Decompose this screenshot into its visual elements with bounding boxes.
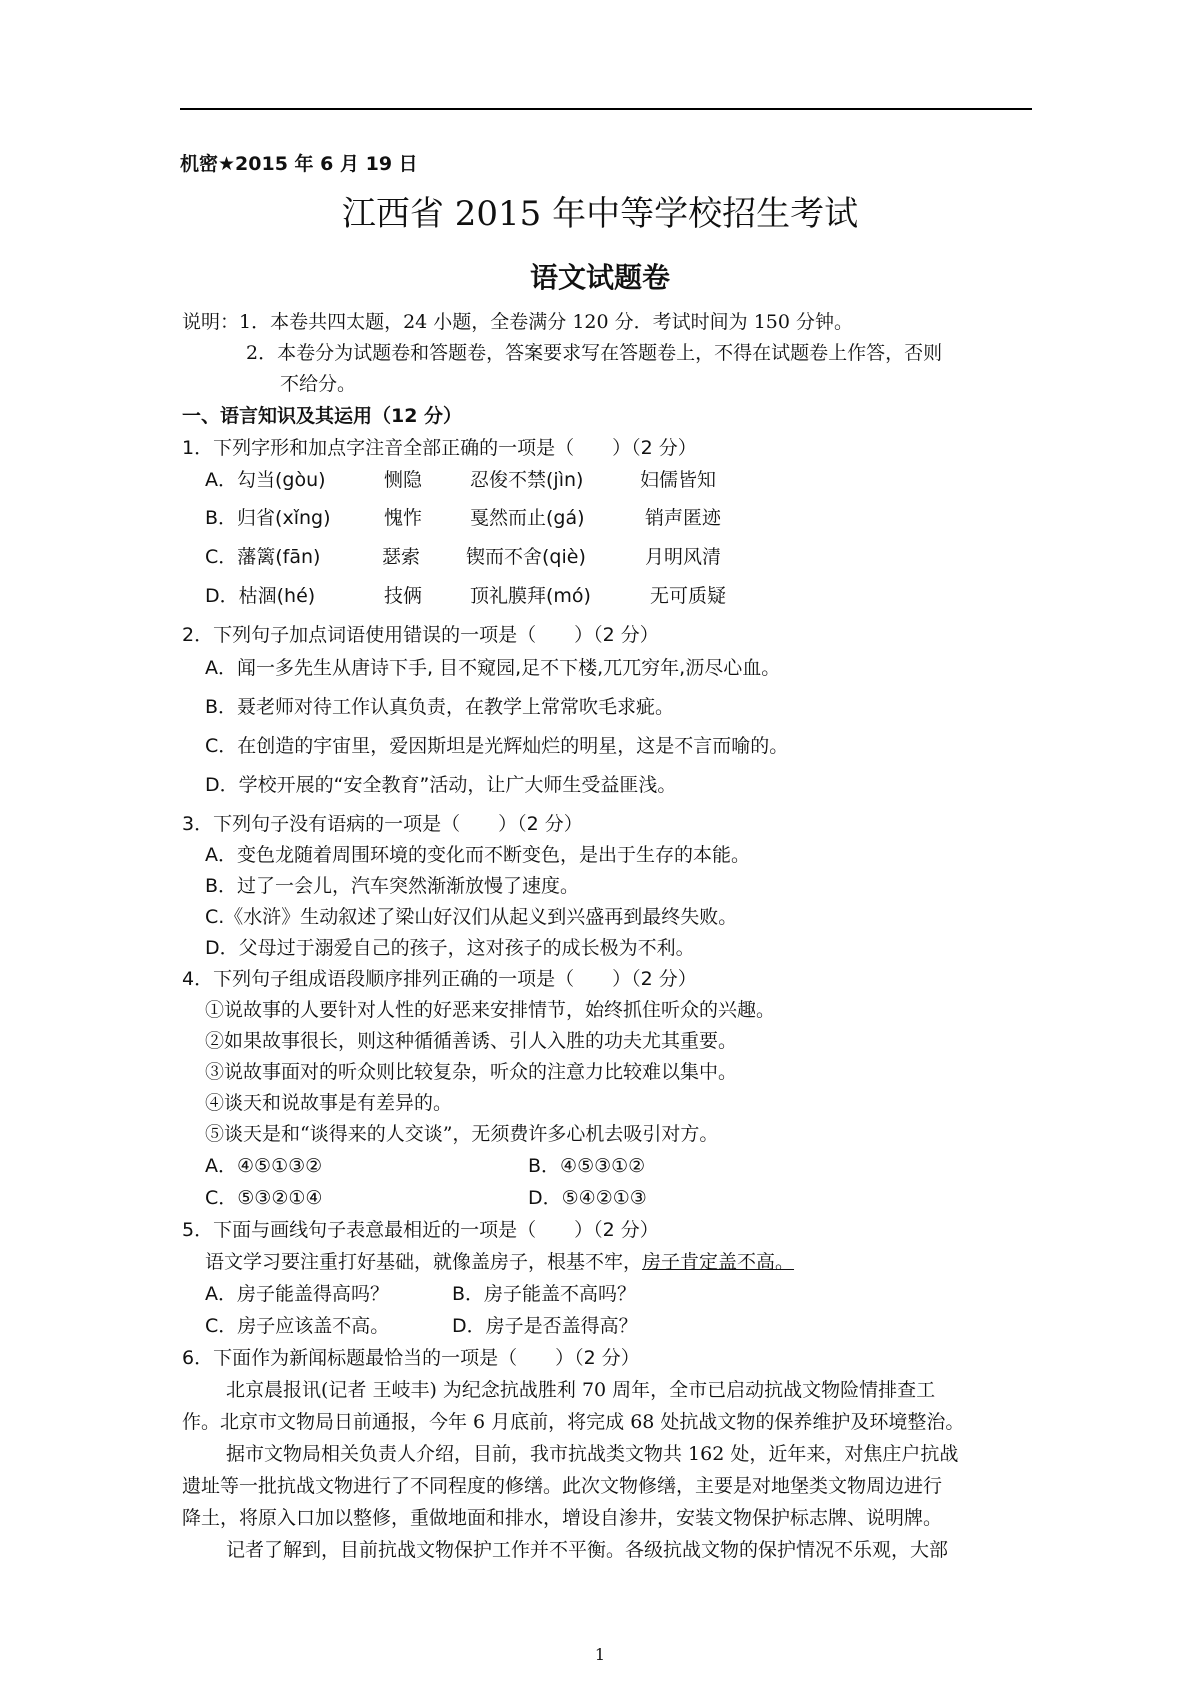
option-cell: 妇儒皆知: [640, 469, 717, 491]
news-paragraph-line: 作。北京市文物局日前通报，今年 6 月底前，将完成 68 处抗战文物的保养维护及环境整治。: [182, 1411, 965, 1433]
option-cell: 锲而不舍(qiè): [466, 546, 586, 568]
sentence-line: ②如果故事很长，则这种循循善诱、引人入胜的功夫尤其重要。: [205, 1030, 738, 1052]
option-line: C．在创造的宇宙里，爱因斯坦是光辉灿烂的明星，这是不言而喻的。: [205, 735, 789, 757]
option-line: B．聂老师对待工作认真负责，在教学上常常吹毛求疵。: [205, 696, 675, 718]
sentence-line: ④谈天和说故事是有差异的。: [205, 1092, 453, 1114]
option-cell: D．⑤④②①③: [528, 1187, 647, 1209]
option-cell: C．⑤③②①④: [205, 1187, 323, 1209]
question-stem: 1．下列字形和加点字注音全部正确的一项是（ ）（2 分）: [182, 437, 697, 459]
option-cell: 恻隐: [384, 469, 423, 491]
underlined-sentence: 房子肯定盖不高。: [642, 1251, 795, 1273]
option-line: D．父母过于溺爱自己的孩子，这对孩子的成长极为不利。: [205, 937, 695, 959]
instruction-line: 不给分。: [280, 373, 357, 395]
option-line: A．闻一多先生从唐诗下手, 目不窥园,足不下楼,兀兀穷年,沥尽心血。: [205, 657, 781, 679]
quoted-sentence: [205, 1250, 794, 1274]
sentence-line: ①说故事的人要针对人性的好恶来安排情节，始终抓住听众的兴趣。: [205, 999, 776, 1021]
option-cell: 技俩: [384, 585, 423, 607]
instruction-line: 说明：1．本卷共四太题，24 小题，全卷满分 120 分．考试时间为 150 分钟。: [182, 311, 853, 333]
option-cell: 忍俊不禁(jìn): [470, 469, 584, 491]
option-cell: D．枯涸(hé): [205, 585, 316, 607]
option-cell: 销声匿迹: [645, 507, 722, 529]
question-stem: 4．下列句子组成语段顺序排列正确的一项是（ ）（2 分）: [182, 968, 697, 990]
option-cell: A．④⑤①③②: [205, 1155, 323, 1177]
option-cell: C．藩篱(fān): [205, 546, 321, 568]
option-cell: B．房子能盖不高吗？: [452, 1283, 637, 1305]
option-cell: 顶礼膜拜(mó): [470, 585, 591, 607]
question-stem: 2．下列句子加点词语使用错误的一项是（ ）（2 分）: [182, 624, 659, 646]
confidential-date: 机密★2015 年 6 月 19 日: [180, 153, 418, 175]
exam-title: 江西省 2015 年中等学校招生考试: [341, 194, 859, 234]
option-cell: 月明风清: [645, 546, 722, 568]
question-stem: 5．下面与画线句子表意最相近的一项是（ ）（2 分）: [182, 1219, 659, 1241]
option-cell: A．勾当(gòu): [205, 469, 326, 491]
news-paragraph-line: 据市文物局相关负责人介绍，目前，我市抗战类文物共 162 处，近年来，对焦庄户抗战: [226, 1443, 959, 1465]
page-number: 1: [594, 1645, 606, 1664]
news-paragraph-line: 北京晨报讯(记者 王岐丰) 为纪念抗战胜利 70 周年，全市已启动抗战文物险情排查工: [226, 1379, 936, 1401]
option-cell: 无可质疑: [650, 585, 727, 607]
instruction-line: 2．本卷分为试题卷和答题卷，答案要求写在答题卷上，不得在试题卷上作答，否则: [246, 342, 943, 364]
news-paragraph-line: 记者了解到，目前抗战文物保护工作并不平衡。各级抗战文物的保护情况不乐观，大部: [226, 1539, 949, 1561]
news-paragraph-line: 降土，将原入口加以整修，重做地面和排水，增设自渗井，安装文物保护标志牌、说明牌。: [182, 1507, 943, 1529]
option-cell: B．归省(xǐng): [205, 507, 331, 529]
section-heading: 一、语言知识及其运用（12 分）: [182, 405, 463, 427]
option-cell: 愧怍: [384, 507, 423, 529]
option-cell: B．④⑤③①②: [528, 1155, 646, 1177]
header-rule: [180, 108, 1032, 110]
option-cell: 戛然而止(gá): [470, 507, 585, 529]
question-stem: 3．下列句子没有语病的一项是（ ）（2 分）: [182, 813, 583, 835]
option-cell: D．房子是否盖得高？: [452, 1315, 638, 1337]
question-stem: 6．下面作为新闻标题最恰当的一项是（ ）（2 分）: [182, 1347, 640, 1369]
option-line: A．变色龙随着周围环境的变化而不断变色，是出于生存的本能。: [205, 844, 750, 866]
option-line: C.《水浒》生动叙述了梁山好汉们从起义到兴盛再到最终失败。: [205, 906, 738, 928]
option-cell: 瑟索: [382, 546, 421, 568]
option-line: B．过了一会儿，汽车突然渐渐放慢了速度。: [205, 875, 580, 897]
option-cell: A．房子能盖得高吗？: [205, 1283, 389, 1305]
paper-subtitle: 语文试题卷: [529, 261, 670, 294]
option-cell: C．房子应该盖不高。: [205, 1315, 390, 1337]
sentence-plain: 语文学习要注重打好基础，就像盖房子，根基不牢，: [205, 1251, 643, 1273]
option-line: D．学校开展的“安全教育”活动，让广大师生受益匪浅。: [205, 774, 677, 796]
sentence-line: ⑤谈天是和“谈得来的人交谈”，无须费许多心机去吸引对方。: [205, 1123, 719, 1145]
sentence-line: ③说故事面对的听众则比较复杂，听众的注意力比较难以集中。: [205, 1061, 738, 1083]
news-paragraph-line: 遗址等一批抗战文物进行了不同程度的修缮。此次文物修缮，主要是对地堡类文物周边进行: [182, 1475, 943, 1497]
